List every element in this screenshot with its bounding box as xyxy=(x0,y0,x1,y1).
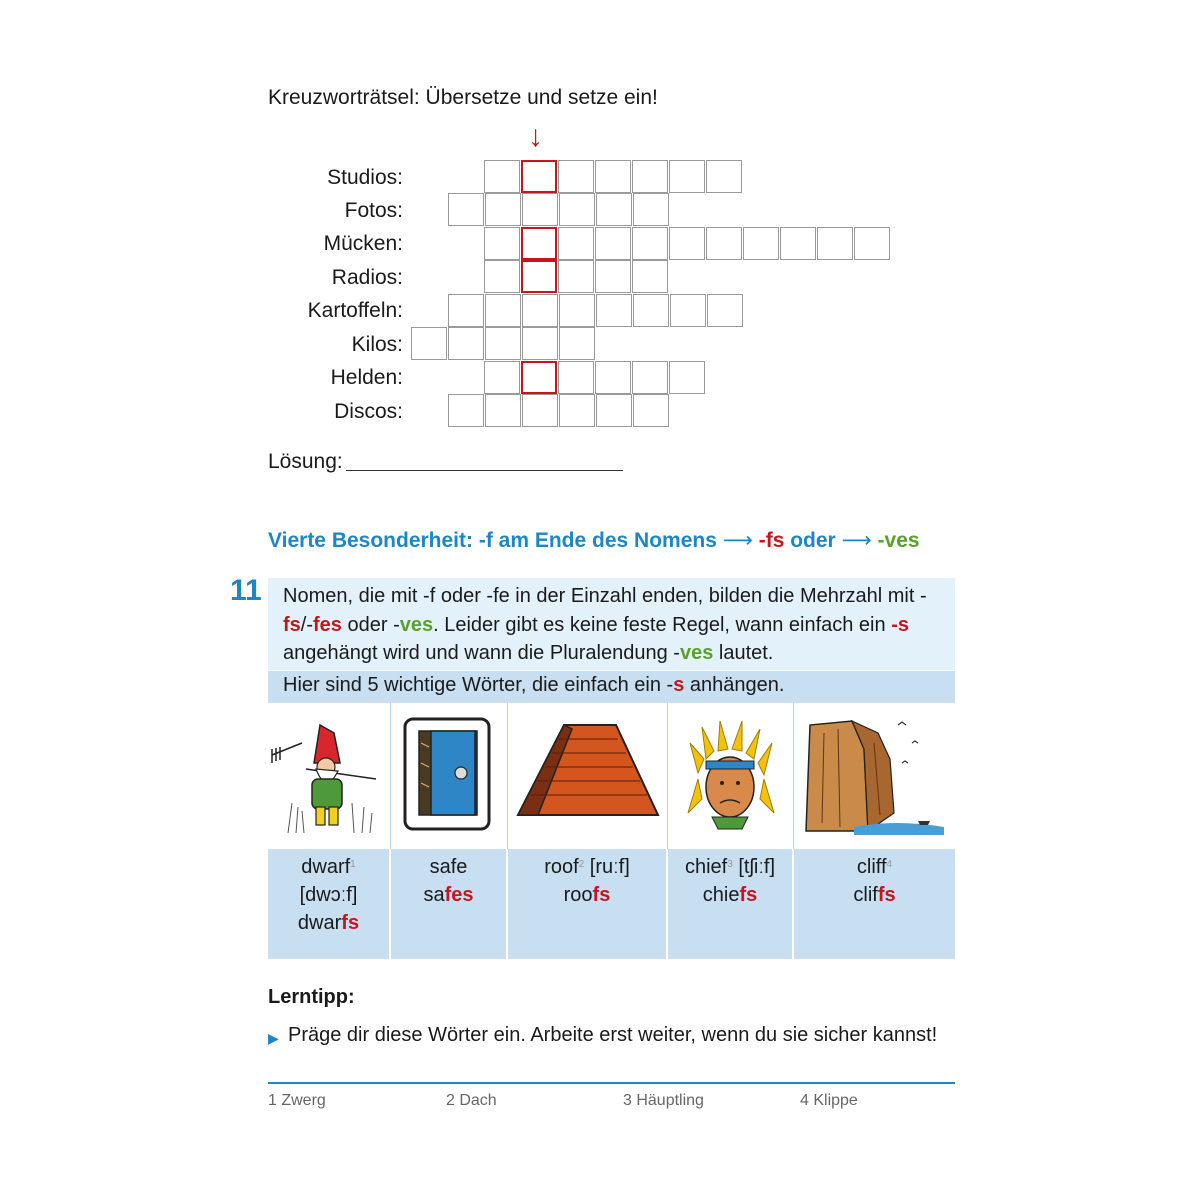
dwarf-image xyxy=(268,703,391,849)
clue-radios: Radios: xyxy=(331,266,403,289)
vocab-phonetic: [ruːf] xyxy=(589,856,630,878)
crossword-cell[interactable] xyxy=(485,294,521,327)
footnote-divider xyxy=(268,1082,955,1084)
vocab-col-cliff xyxy=(794,703,955,959)
footnote-mark: 2 xyxy=(578,859,585,870)
clue-kartoffeln: Kartoffeln: xyxy=(307,299,403,322)
crossword-cell[interactable] xyxy=(854,227,890,260)
crossword-cell[interactable] xyxy=(448,294,484,327)
vocab-plural-stem: dwar xyxy=(297,912,342,934)
footnote-1: 1 Zwerg xyxy=(268,1092,326,1109)
rule-part: lautet. xyxy=(713,642,774,664)
crossword-cell[interactable] xyxy=(484,361,520,394)
heading-fs: -fs xyxy=(758,529,785,552)
section-heading xyxy=(268,528,920,553)
rule-s: -s xyxy=(891,613,909,636)
crossword-cell[interactable] xyxy=(595,160,631,193)
crossword-cell[interactable] xyxy=(633,193,669,226)
crossword-cell[interactable] xyxy=(632,160,668,193)
crossword-cell[interactable] xyxy=(558,227,594,260)
crossword-cell[interactable] xyxy=(522,193,558,226)
rule-part: angehängt wird und wann die Pluralendung - xyxy=(283,642,680,664)
clue-helden: Helden: xyxy=(330,366,403,389)
crossword-cell[interactable] xyxy=(522,327,558,360)
roof-image xyxy=(508,703,668,849)
vocab-word: chief xyxy=(684,856,728,878)
solution-cell[interactable] xyxy=(521,260,557,293)
tip-label: Lerntipp: xyxy=(268,986,355,1008)
crossword-cell[interactable] xyxy=(448,327,484,360)
solution-cell[interactable] xyxy=(521,361,557,394)
footnote-mark: 1 xyxy=(350,859,356,870)
rule-part: /- xyxy=(300,613,314,636)
heading-text: Vierte Besonderheit: -f am Ende des Nomens xyxy=(268,529,717,552)
crossword-cell[interactable] xyxy=(632,260,668,293)
arrow-down-icon: ↓ xyxy=(528,120,543,153)
solution-label: Lösung: xyxy=(268,450,343,473)
heading-ves: -ves xyxy=(877,529,920,552)
cliff-image xyxy=(794,703,955,849)
vocab-text-safe xyxy=(391,849,508,959)
note-text xyxy=(283,674,784,697)
vocab-plural-ending: fs xyxy=(592,884,611,906)
vocab-col-dwarf xyxy=(268,703,391,959)
footnote-3: 3 Häuptling xyxy=(623,1092,704,1109)
crossword-cell[interactable] xyxy=(448,394,484,427)
crossword-cell[interactable] xyxy=(670,294,706,327)
rule-part: oder - xyxy=(341,613,400,636)
crossword-cell[interactable] xyxy=(411,327,447,360)
heading-oder: oder xyxy=(790,529,836,552)
vocab-plural-stem: chie xyxy=(702,884,740,906)
clue-muecken: Mücken: xyxy=(323,232,403,255)
note-s: s xyxy=(673,674,685,696)
crossword-cell[interactable] xyxy=(484,160,520,193)
crossword-cell[interactable] xyxy=(633,294,669,327)
chief-image xyxy=(668,703,794,849)
crossword-cell[interactable] xyxy=(559,327,595,360)
rule-text xyxy=(283,582,948,668)
footnote-2: 2 Dach xyxy=(446,1092,497,1109)
vocab-word: safe xyxy=(429,856,468,878)
crossword-cell[interactable] xyxy=(485,327,521,360)
crossword-cell[interactable] xyxy=(485,394,521,427)
crossword-cell[interactable] xyxy=(448,193,484,226)
crossword-cell[interactable] xyxy=(596,294,632,327)
rule-part: Nomen, die mit -f oder -fe in der Einzahl enden, bilden die Mehrzahl mit - xyxy=(283,585,927,607)
crossword-cell[interactable] xyxy=(632,361,668,394)
crossword-cell[interactable] xyxy=(706,227,742,260)
vocab-plural-stem: roo xyxy=(563,884,593,906)
vocab-col-safe xyxy=(391,703,508,959)
crossword-cell[interactable] xyxy=(743,227,779,260)
vocab-text-chief xyxy=(668,849,794,959)
clue-fotos: Fotos: xyxy=(344,199,403,222)
crossword-cell[interactable] xyxy=(596,394,632,427)
crossword-cell[interactable] xyxy=(595,227,631,260)
clue-discos: Discos: xyxy=(334,400,403,423)
footnote-4: 4 Klippe xyxy=(800,1092,858,1109)
vocab-text-dwarf xyxy=(268,849,391,959)
crossword-cell[interactable] xyxy=(484,227,520,260)
crossword-cell[interactable] xyxy=(522,294,558,327)
crossword-cell[interactable] xyxy=(558,160,594,193)
solution-cell[interactable] xyxy=(521,227,557,260)
vocab-text-cliff xyxy=(794,849,955,959)
vocab-table xyxy=(268,703,955,959)
crossword-cell[interactable] xyxy=(522,394,558,427)
vocab-plural-ending: fs xyxy=(341,912,360,934)
footnote-mark: 3 xyxy=(727,859,733,870)
solution-cell[interactable] xyxy=(521,160,557,193)
arrow-right-icon: ⟶ xyxy=(722,529,753,552)
vocab-word: dwarf xyxy=(301,856,351,878)
solution-line xyxy=(346,470,623,471)
crossword-cell[interactable] xyxy=(558,361,594,394)
crossword-cell[interactable] xyxy=(559,193,595,226)
crossword-cell[interactable] xyxy=(485,193,521,226)
vocab-word: cliff xyxy=(856,856,887,878)
rule-ves: ves xyxy=(399,613,434,636)
clue-kilos: Kilos: xyxy=(351,333,403,356)
crossword-cell[interactable] xyxy=(669,227,705,260)
rule-fs: fs xyxy=(283,613,301,636)
crossword-cell[interactable] xyxy=(669,160,705,193)
vocab-plural-ending: fs xyxy=(877,884,896,906)
vocab-word: roof xyxy=(544,856,579,878)
vocab-plural-stem: sa xyxy=(423,884,445,906)
safe-image xyxy=(391,703,508,849)
note-part: anhängen. xyxy=(684,674,785,696)
tip-text: Präge dir diese Wörter ein. Arbeite erst weiter, wenn du sie sicher kannst! xyxy=(288,1024,938,1046)
footnote-mark: 4 xyxy=(886,859,893,870)
arrow-right-icon: ⟶ xyxy=(841,529,872,552)
vocab-plural-ending: fs xyxy=(739,884,758,906)
crossword-cell[interactable] xyxy=(669,361,705,394)
vocab-phonetic: [tʃiːf] xyxy=(738,856,776,878)
rule-ves: ves xyxy=(679,642,714,664)
crossword-cell[interactable] xyxy=(595,361,631,394)
rule-fes: fes xyxy=(313,613,342,636)
crossword-cell[interactable] xyxy=(707,294,743,327)
crossword-cell[interactable] xyxy=(595,260,631,293)
crossword-cell[interactable] xyxy=(706,160,742,193)
note-part: Hier sind 5 wichtige Wörter, die einfach ein - xyxy=(283,674,674,696)
crossword-cell[interactable] xyxy=(559,294,595,327)
vocab-col-chief xyxy=(668,703,794,959)
crossword-cell[interactable] xyxy=(632,227,668,260)
triangle-bullet-icon: ▶ xyxy=(268,1030,279,1046)
crossword-cell[interactable] xyxy=(633,394,669,427)
crossword-cell[interactable] xyxy=(559,394,595,427)
crossword-cell[interactable] xyxy=(780,227,816,260)
vocab-text-roof xyxy=(508,849,668,959)
crossword-cell[interactable] xyxy=(817,227,853,260)
vocab-col-roof xyxy=(508,703,668,959)
crossword-cell[interactable] xyxy=(484,260,520,293)
clue-studios: Studios: xyxy=(327,166,403,189)
instruction-title: Kreuzworträtsel: Übersetze und setze ein! xyxy=(268,86,658,109)
rule-part: . Leider gibt es keine feste Regel, wann einfach ein xyxy=(433,613,892,636)
crossword-cell[interactable] xyxy=(596,193,632,226)
exercise-number: 11 xyxy=(230,574,262,607)
crossword-cell[interactable] xyxy=(558,260,594,293)
vocab-plural-ending: fes xyxy=(444,884,474,906)
vocab-phonetic: [dwɔːf] xyxy=(299,884,358,906)
vocab-plural-stem: clif xyxy=(853,884,878,906)
